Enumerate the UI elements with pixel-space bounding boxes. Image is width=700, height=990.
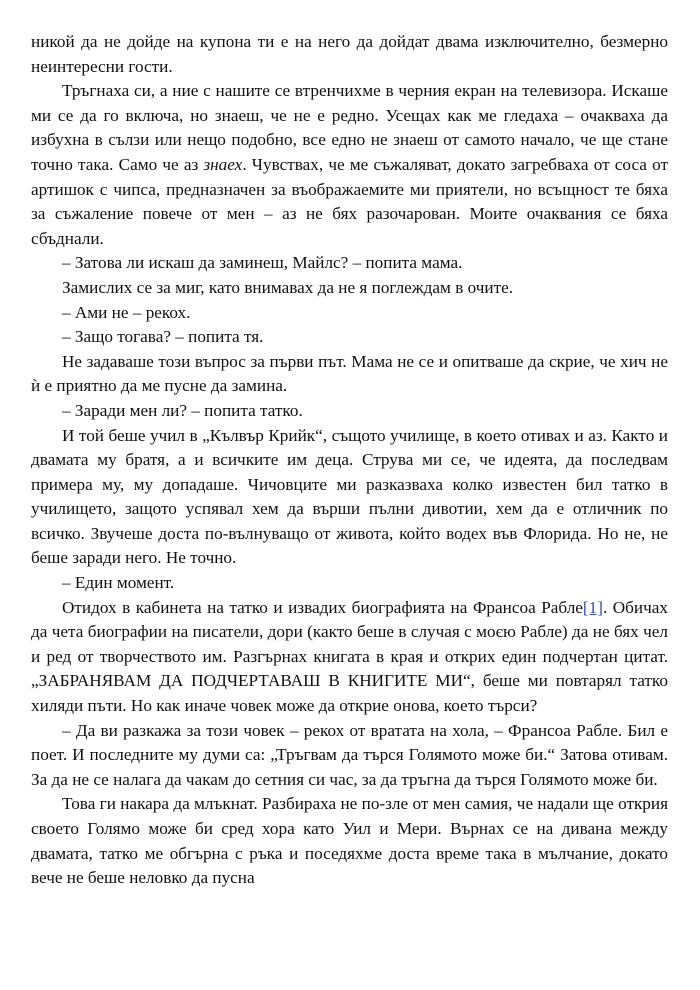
paragraph-13 — [31, 792, 668, 890]
paragraph-12-text: – Да ви разкажа за този човек – рекох от вратата на хола, – Франсоа Рабле. Бил е поет. И последните му думи са: „Тръгвам да търся Голямото може би.“ Затова отивам. За да не се налага да чакам до сетния си час, за да тръгна да търся Голямото може би. — [31, 720, 668, 789]
paragraph-2 — [31, 79, 668, 251]
paragraph-6 — [31, 325, 668, 350]
paragraph-11-text: Отидох в кабинета на татко и извадих биографията на Франсоа Рабле — [62, 597, 583, 617]
paragraph-8 — [31, 399, 668, 424]
paragraph-7-text: Не задаваше този въпрос за първи път. Мама не се и опитваше да скрие, че хич не ѝ е приятно да ме пусне да замина. — [31, 351, 668, 396]
paragraph-11-after: . Обичах да чета биографии на писатели, дори (както беше в случая с моєю Рабле) да не бях чел и ред от творчеството им. Разгърнах книгата в края и открих един подчертан цитат. „ЗАБРАНЯВАМ ДА ПОДЧЕРТАВАШ В КНИГИТЕ МИ“, беше ми повтарял татко хиляди пъти. Но как иначе човек може да открие онова, което търси? — [31, 597, 668, 716]
footnote-link[interactable]: [1] — [582, 597, 603, 617]
paragraph-5 — [31, 301, 668, 326]
paragraph-7 — [31, 350, 668, 399]
paragraph-8-text: – Заради мен ли? – попита татко. — [62, 400, 303, 420]
paragraph-12 — [31, 719, 668, 793]
paragraph-3-text: – Затова ли искаш да заминеш, Майлс? – попита мама. — [62, 253, 463, 273]
paragraph-2-text: Тръгнаха си, а ние с нашите се втренчихме в черния екран на телевизора. Искаше ми се да го включа, но знаеш, че не е редно. Усещах как ме гледаха – очакваха да избухна в сълзи или нещо подобно, все едно не знаеш от самото начало, че ще стане точно така. Само че аз — [31, 81, 668, 174]
paragraph-9-text: И той беше учил в „Кълвър Крийк“, същото училище, в което отивах и аз. Както и двамата му братя, а и всичките им деца. Струва ми се, че идеята, да последвам примера му, му допадаше. Чичовците ми разказваха колко известен бил татко в училището, защото успявал хем да върши пълни дивотии, хем да е отличник по всичко. Звучеше доста по-вълнуващо от живота, който водех във Флорида. Но не, не беше заради него. Не точно. — [31, 425, 668, 568]
paragraph-13-text: Това ги накара да млъкнат. Разбираха не по-зле от мен самия, че надали ще открия своето Голямо може би сред хора като Уил и Мери. Върнах се на дивана между двамата, татко ме обгърна с ръка и поседяхме доста време така в мълчание, докато вече не беше неловко да пусна — [31, 794, 668, 888]
paragraph-3 — [31, 251, 668, 276]
paragraph-4 — [31, 276, 668, 301]
paragraph-1-text: никой да не дойде на купона ти е на него да дойдат двама изключително, безмерно неинтересни гости. — [31, 32, 668, 76]
paragraph-2-after: . Чувствах, че ме съжаляват, докато загребваха от соса от артишок с чипса, предназначен за въображаемите ми приятели, но всъщност те бяха за съжаление повече от мен – аз не бях разочарован. Моите очаквания се бяха сбъднали. — [31, 154, 668, 248]
paragraph-10-text: – Един момент. — [62, 573, 175, 593]
paragraph-11 — [31, 596, 668, 719]
paragraph-2-italic: знаех — [203, 154, 243, 174]
paragraph-5-text: – Ами не – рекох. — [62, 302, 191, 322]
paragraph-6-text: – Защо тогава? – попита тя. — [62, 327, 264, 347]
paragraph-1 — [31, 30, 668, 79]
paragraph-9 — [31, 424, 668, 572]
paragraph-10 — [31, 571, 668, 596]
paragraph-4-text: Замислих се за миг, като внимавах да не я поглеждам в очите. — [62, 277, 514, 297]
